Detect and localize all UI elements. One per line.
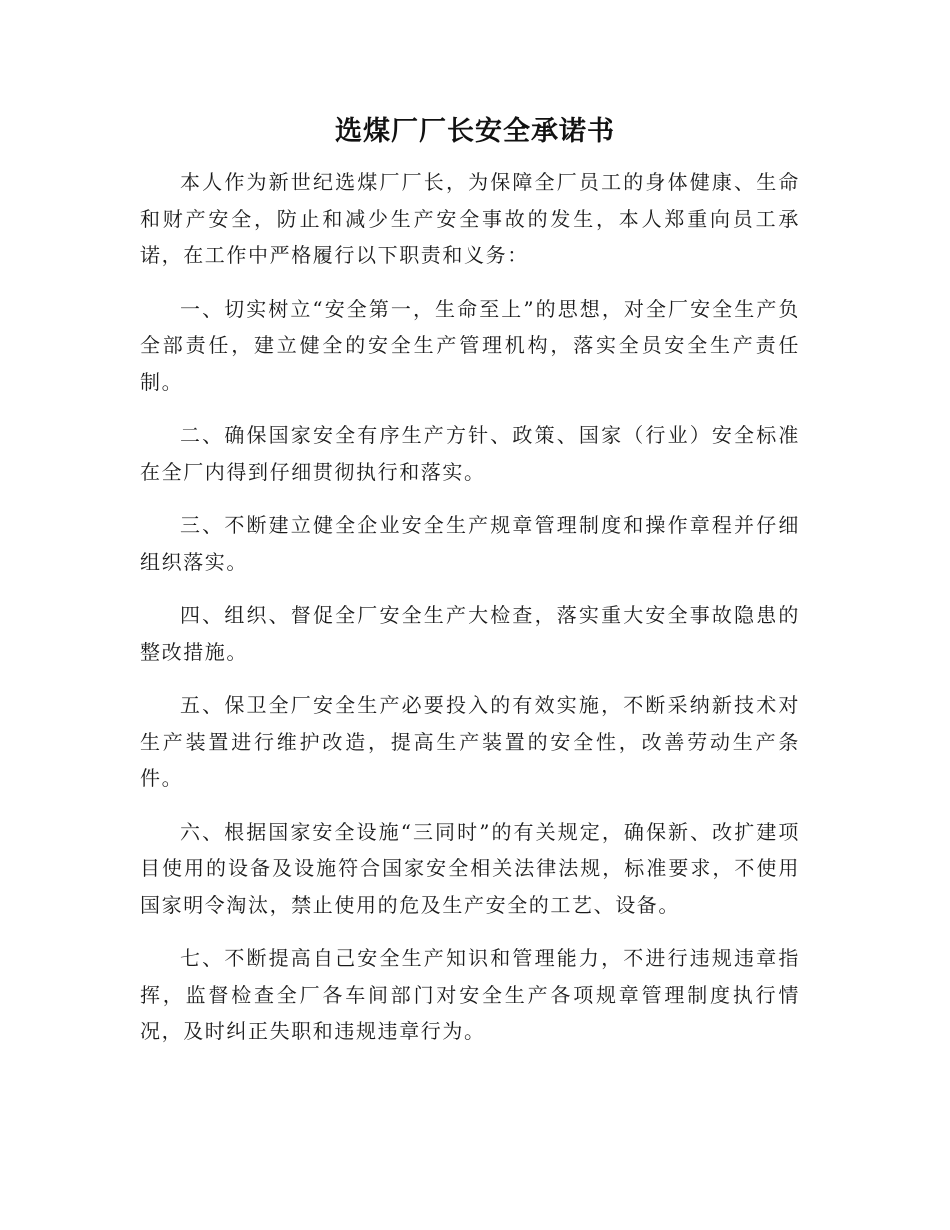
commitment-paragraph-7: 七、不断提高自己安全生产知识和管理能力，不进行违规违章指挥，监督检查全厂各车间部门对安全生产各项规章管理制度执行情况，及时纠正失职和违规违章行为。 bbox=[140, 946, 800, 1043]
commitment-paragraph-1: 一、切实树立“安全第一，生命至上”的思想，对全厂安全生产负全部责任，建立健全的安全生产管理机构，落实全员安全生产责任制。 bbox=[140, 296, 800, 394]
commitment-paragraph-2: 二、确保国家安全有序生产方针、政策、国家（行业）安全标准在全厂内得到仔细贯彻执行和落实。 bbox=[140, 423, 800, 484]
intro-paragraph: 本人作为新世纪选煤厂厂长，为保障全厂员工的身体健康、生命和财产安全，防止和减少生产安全事故的发生，本人郑重向员工承诺，在工作中严格履行以下职责和义务： bbox=[140, 170, 800, 267]
commitment-paragraph-4: 四、组织、督促全厂安全生产大检查，落实重大安全事故隐患的整改措施。 bbox=[140, 603, 800, 664]
commitment-paragraph-5: 五、保卫全厂安全生产必要投入的有效实施，不断采纳新技术对生产装置进行维护改造，提高生产装置的安全性，改善劳动生产条件。 bbox=[140, 693, 800, 790]
document-body bbox=[140, 164, 800, 1067]
commitment-paragraph-6: 六、根据国家安全设施“三同时”的有关规定，确保新、改扩建项目使用的设备及设施符合国家安全相关法律法规，标准要求，不使用国家明令淘汰，禁止使用的危及生产安全的工艺、设备。 bbox=[140, 819, 800, 917]
commitment-paragraph-3: 三、不断建立健全企业安全生产规章管理制度和操作章程并仔细组织落实。 bbox=[140, 513, 800, 574]
document-title: 选煤厂厂长安全承诺书 bbox=[335, 116, 615, 147]
